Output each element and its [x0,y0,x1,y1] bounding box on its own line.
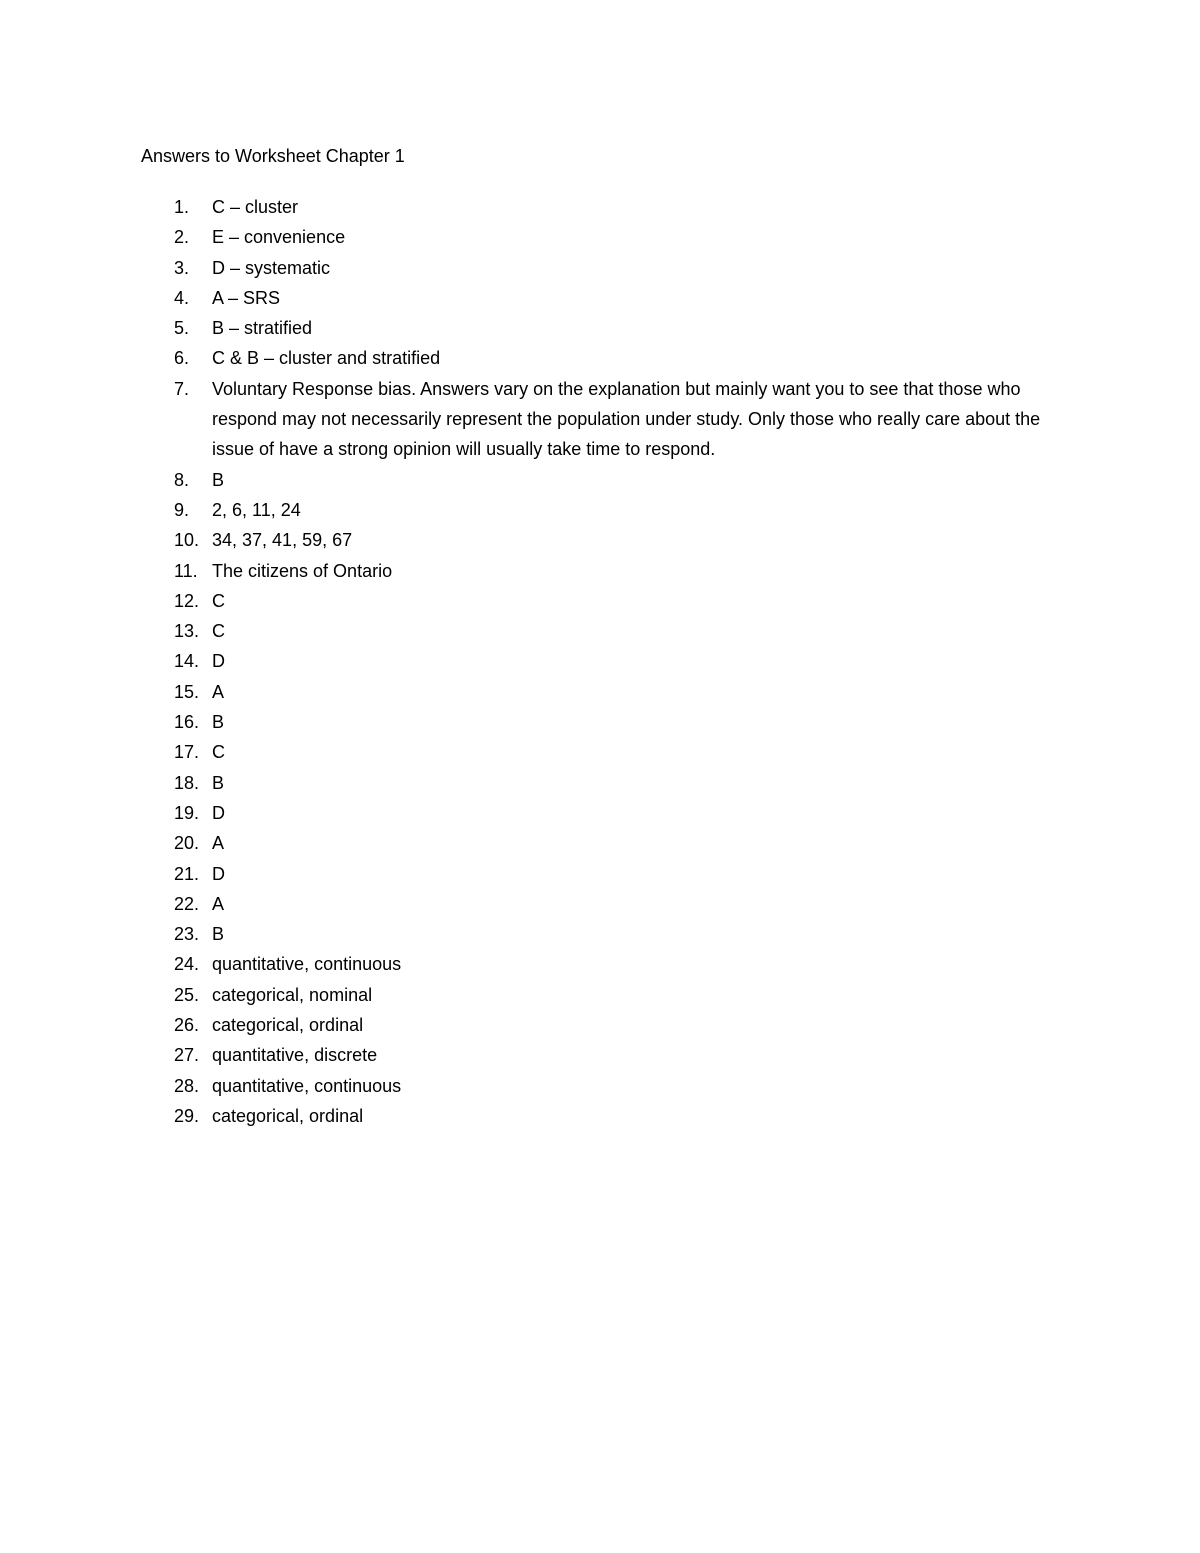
answer-item [0,889,1200,919]
answer-item [0,192,1200,222]
answer-number: 3. [174,257,190,278]
answer-text: D [212,651,225,672]
answer-item [0,283,1200,313]
answer-number: 26. [174,1015,200,1036]
answer-number: 16. [174,712,200,733]
answer-text: E – convenience [212,227,346,248]
answer-number: 21. [174,863,200,884]
answer-text: C & B – cluster and stratified [212,348,441,369]
answer-item [0,919,1200,949]
answer-number: 24. [174,954,200,975]
answer-item [0,313,1200,343]
answer-list [0,192,1200,1131]
answer-item [0,343,1200,373]
document-title: Answers to Worksheet Chapter 1 [141,146,405,166]
answer-item [0,646,1200,676]
answer-text: quantitative, continuous [212,954,402,975]
answer-number: 28. [174,1075,200,1096]
answer-item [0,586,1200,616]
answer-text: A [212,681,225,702]
answer-item [0,859,1200,889]
answer-item [0,525,1200,555]
answer-number: 6. [174,348,190,369]
answer-item [0,465,1200,495]
answer-item [0,677,1200,707]
answer-number: 12. [174,590,200,611]
answer-item [0,949,1200,979]
answer-number: 13. [174,621,200,642]
answer-text: quantitative, discrete [212,1045,378,1066]
answer-text: D [212,863,225,884]
answer-number: 7. [174,378,190,399]
answer-text: C [212,742,225,763]
answer-item [0,1071,1200,1101]
answer-text: B [212,469,225,490]
answer-number: 29. [174,1105,200,1126]
answer-number: 20. [174,833,200,854]
answer-text: B [212,924,225,945]
answer-item [0,1010,1200,1040]
answer-number: 18. [174,772,200,793]
answer-item [0,980,1200,1010]
answer-item [0,1101,1200,1131]
answer-text: A – SRS [212,287,281,308]
answer-item [0,768,1200,798]
answer-item [0,828,1200,858]
answer-text: B – stratified [212,318,313,339]
answer-text: Voluntary Response bias. Answers vary on the explanation but mainly want you to see that those who respond may not necessarily represent the population under study. Only those who really care about the issue of have a strong opinion will usually take time to respond. [212,378,1041,460]
answer-item [0,798,1200,828]
answer-number: 23. [174,924,200,945]
answer-number: 22. [174,893,200,914]
answer-text: C [212,621,225,642]
answer-number: 27. [174,1045,200,1066]
answer-text: 34, 37, 41, 59, 67 [212,530,353,551]
answer-text: D – systematic [212,257,331,278]
answer-text: categorical, nominal [212,984,373,1005]
answer-number: 2. [174,227,190,248]
answer-text: D [212,802,225,823]
answer-item [0,556,1200,586]
answer-number: 5. [174,318,190,339]
answer-text: B [212,772,225,793]
answer-text: B [212,712,225,733]
answer-text: categorical, ordinal [212,1015,364,1036]
answer-text: C – cluster [212,197,299,217]
answer-text: A [212,833,225,854]
answer-item [0,1040,1200,1070]
answer-item [0,253,1200,283]
answer-text: 2, 6, 11, 24 [212,499,301,520]
answer-number: 4. [174,287,190,308]
answer-item [0,737,1200,767]
answer-item [0,374,1200,465]
answer-number: 11. [174,560,198,581]
answer-number: 25. [174,984,200,1005]
answer-text: The citizens of Ontario [212,560,393,581]
answer-number: 19. [174,802,200,823]
answer-item [0,222,1200,252]
answer-number: 15. [174,681,200,702]
answer-item [0,707,1200,737]
answer-number: 14. [174,651,200,672]
answer-text: A [212,893,225,914]
answer-number: 9. [174,499,190,520]
answer-item [0,616,1200,646]
answer-number: 10. [174,530,200,551]
answer-number: 8. [174,469,190,490]
answer-text: categorical, ordinal [212,1105,364,1126]
answer-text: C [212,590,225,611]
answer-item [0,495,1200,525]
answer-number: 1. [174,197,190,217]
answer-text: quantitative, continuous [212,1075,402,1096]
answer-number: 17. [174,742,200,763]
